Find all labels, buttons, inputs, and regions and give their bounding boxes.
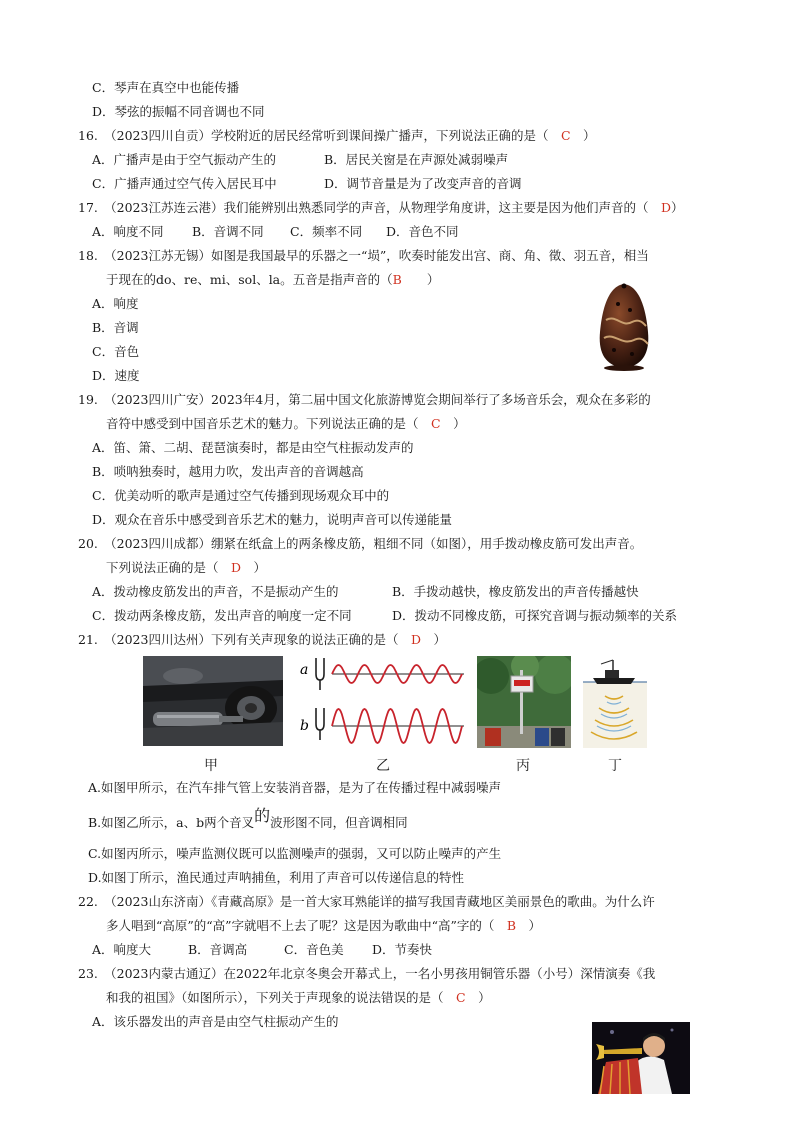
q18-stem-line1: 18. （2023江苏无锡）如图是我国最早的乐器之一“埙”，吹奏时能发出宫、商、角、徵、羽五音，相当: [78, 248, 649, 263]
q23-stem-line1: 23. （2023内蒙古通辽）在2022年北京冬奥会开幕式上，一名小男孩用铜管乐器（小号）深情演奏《我: [78, 966, 656, 981]
q22-stem-line1: 22. （2023山东济南）《青藏高原》是一首大家耳熟能详的描写我国青藏地区美丽景色的歌曲。为什么许: [78, 894, 655, 909]
q22-option-d: D．节奏快: [372, 942, 433, 957]
q18-answer: B: [392, 272, 402, 287]
q16-option-d: D．调节音量是为了改变声音的音调: [324, 176, 522, 191]
q17-option-a: A．响度不同: [92, 224, 164, 239]
figure-label-bing: 丙: [516, 758, 530, 774]
q19-answer: C: [431, 416, 441, 431]
q20-option-b: B．手拨动越快，橡皮筋发出的声音传播越快: [392, 584, 639, 599]
q18-option-c: C．音色: [92, 344, 140, 359]
q22-option-c: C．音色美: [284, 942, 344, 957]
figure-label-jia: 甲: [204, 758, 218, 774]
q18-option-a: A．响度: [92, 296, 139, 311]
q18-option-d: D．速度: [92, 368, 140, 383]
q21-stem: 21. （2023四川达州）下列有关声现象的说法正确的是（ D ）: [78, 632, 446, 647]
q21-option-c: C.如图丙所示，噪声监测仪既可以监测噪声的强弱，又可以防止噪声的产生: [88, 846, 502, 861]
q20-stem-line1: 20. （2023四川成都）绷紧在纸盒上的两条橡皮筋，粗细不同（如图），用手拨动橡皮筋可发出声音。: [78, 536, 643, 551]
sonar-boat-diagram: [583, 656, 647, 748]
tuning-fork-b-icon: [316, 708, 324, 740]
tuning-fork-a-icon: [316, 658, 324, 690]
q21-answer: D: [410, 632, 421, 647]
q22-stem-line2: 多人唱到“高原”的“高”字就唱不上去了呢？这是因为歌曲中“高”字的（ B ）: [106, 918, 542, 933]
q22-answer: B: [506, 918, 517, 933]
q19-option-b: B．唢呐独奏时，越用力吹，发出声音的音调越高: [92, 464, 364, 479]
q17-option-c: C．频率不同: [290, 224, 363, 239]
q15-option-c: C．琴声在真空中也能传播: [92, 80, 240, 95]
trumpet-boy-photo: [592, 1022, 690, 1094]
q16-answer: C: [560, 128, 571, 143]
q17-option-b: B．音调不同: [192, 224, 264, 239]
fork-a-label: a: [300, 662, 309, 678]
q21-option-a: A.如图甲所示，在汽车排气管上安装消音器，是为了在传播过程中减弱噪声: [88, 780, 502, 795]
q20-stem-line2: 下列说法正确的是（ D ）: [106, 560, 267, 575]
figure-label-ding: 丁: [608, 758, 622, 774]
q16-option-b: B．居民关窗是在声源处减弱噪声: [324, 152, 509, 167]
q19-option-c: C．优美动听的歌声是通过空气传播到现场观众耳中的: [92, 488, 390, 503]
q16-option-c: C．广播声通过空气传入居民耳中: [92, 176, 277, 191]
figure-label-yi: 乙: [376, 758, 390, 774]
q22-option-a: A．响度大: [92, 942, 152, 957]
fork-b-label: b: [300, 718, 309, 734]
q17-option-d: D．音色不同: [386, 224, 459, 239]
car-exhaust-photo: [143, 656, 283, 746]
q18-option-b: B．音调: [92, 320, 139, 335]
q23-answer: C: [456, 990, 466, 1005]
q18-stem-line2: 于现在的do、re、mi、sol、la。五音是指声音的（B ）: [106, 272, 440, 287]
q21-option-d: D.如图丁所示，渔民通过声呐捕鱼，利用了声音可以传递信息的特性: [88, 870, 465, 885]
q15-option-d: D．琴弦的振幅不同音调也不同: [92, 104, 265, 119]
xun-ocarina-image: [592, 280, 656, 372]
q20-option-c: C．拨动两条橡皮筋，发出声音的响度一定不同: [92, 608, 352, 623]
q19-stem-line2: 音符中感受到中国音乐艺术的魅力。下列说法正确的是（ C ）: [106, 416, 466, 431]
q23-option-a: A．该乐器发出的声音是由空气柱振动产生的: [92, 1014, 339, 1029]
q16-option-a: A．广播声是由于空气振动产生的: [92, 152, 277, 167]
q17-answer: D: [660, 200, 671, 215]
noise-monitor-photo: [477, 656, 571, 748]
q19-stem-line1: 19. （2023四川广安）2023年4月，第二届中国文化旅游博览会期间举行了多场音乐会，观众在多彩的: [78, 392, 651, 407]
q21-option-b: B.如图乙所示，a、b两个音叉的波形图不同，但音调相同: [88, 806, 408, 830]
q17-stem: 17. （2023江苏连云港）我们能辨别出熟悉同学的声音，从物理学角度讲，这主要是因为他们声音的（ D）: [78, 200, 684, 215]
q23-stem-line2: 和我的祖国》（如图所示），下列关于声现象的说法错误的是（ C ）: [106, 990, 491, 1005]
q20-option-d: D．拨动不同橡皮筋，可探究音调与振动频率的关系: [392, 608, 678, 623]
q20-option-a: A．拨动橡皮筋发出的声音，不是振动产生的: [92, 584, 339, 599]
q19-option-a: A．笛、箫、二胡、琵琶演奏时，都是由空气柱振动发声的: [92, 440, 414, 455]
tuning-fork-waveforms: [296, 654, 468, 750]
q16-stem: 16. （2023四川自贡）学校附近的居民经常听到课间操广播声，下列说法正确的是（ C ）: [78, 128, 596, 143]
q19-option-d: D．观众在音乐中感受到音乐艺术的魅力，说明声音可以传递能量: [92, 512, 453, 527]
q22-option-b: B．音调高: [188, 942, 248, 957]
q20-answer: D: [231, 560, 242, 575]
